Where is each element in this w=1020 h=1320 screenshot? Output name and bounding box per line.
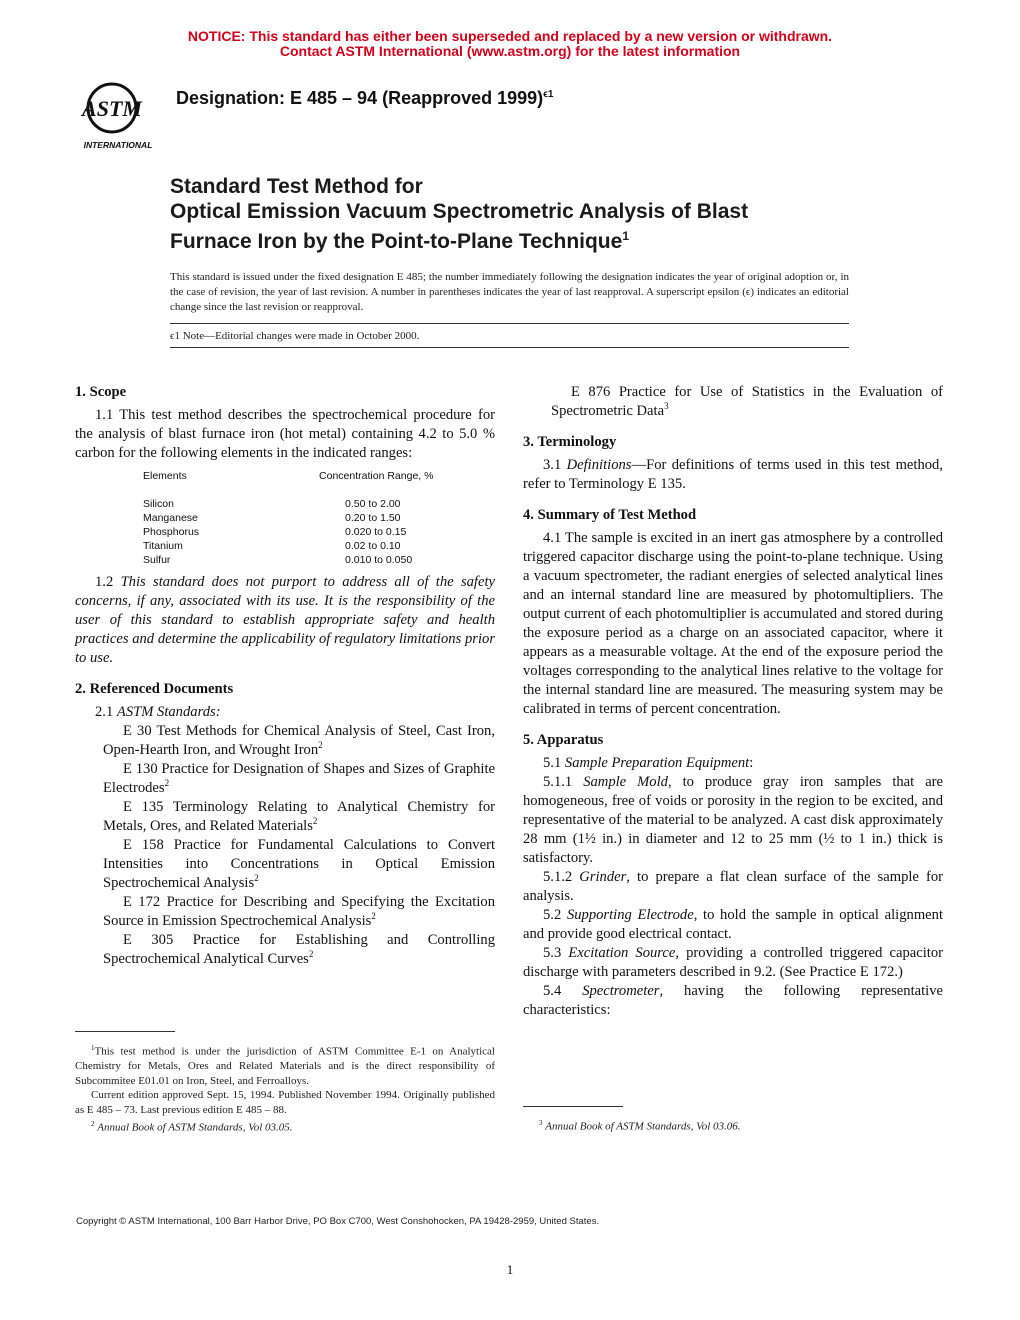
table-cell: 0.50 to 2.00 xyxy=(345,498,401,510)
divider-bottom xyxy=(170,347,849,348)
reference-text: E 305 Practice for Establishing and Controlling Spectrochemical Analytical Curves xyxy=(103,932,495,967)
table-row xyxy=(143,511,433,525)
footnote-3-text: Annual Book of ASTM Standards, Vol 03.06. xyxy=(545,1120,741,1133)
table-header: Elements xyxy=(143,470,187,482)
table-cell: Manganese xyxy=(143,512,198,524)
table-header: Concentration Range, % xyxy=(319,470,434,482)
issued-note: This standard is issued under the fixed designation E 485; the number immediately following the designation indicates the year of original adoption or, in the case of revision, the year of last revision. A number in parentheses indicates the year of last reapproval. A superscript epsilon (ϵ) indicates an editorial change since the last revision or reapproval. xyxy=(170,271,849,313)
apparatus-number: 5.1 xyxy=(543,755,562,771)
footnote-2-sup: 2 xyxy=(91,1120,95,1129)
footnotes-right xyxy=(523,1116,943,1134)
document-title xyxy=(170,174,870,254)
reference-text: E 158 Practice for Fundamental Calculations to Convert Intensities into Concentrations in Optical Emission Spectrochemical Analysis xyxy=(103,837,495,891)
table-row xyxy=(143,553,433,567)
terminology-text: —For definitions of terms used in this test method, refer to Terminology E 135. xyxy=(523,457,943,492)
footnote-rule-right xyxy=(523,1106,623,1107)
notice-line-1: NOTICE: This standard has either been superseded and replaced by a new version or withdrawn. xyxy=(187,28,833,44)
reference-item xyxy=(75,722,495,760)
reference-item xyxy=(75,931,495,969)
apparatus-item xyxy=(523,982,943,1020)
footnote-1 xyxy=(75,1041,495,1088)
table-cell: 0.010 to 0.050 xyxy=(345,554,413,566)
table-cell: 0.20 to 1.50 xyxy=(345,512,401,524)
scope-p2-text: This standard does not purport to address all of the safety concerns, if any, associated with its use. It is the responsibility of the user of this standard to establish appropriate safety and health practices and determine the applicability of regulatory limitations prior to use. xyxy=(75,574,495,666)
designation-sup: ϵ1 xyxy=(543,89,554,100)
reference-sup: 2 xyxy=(164,778,170,789)
apparatus-term: Spectrometer xyxy=(582,983,660,999)
apparatus-heading: 5. Apparatus xyxy=(523,732,604,748)
right-column xyxy=(523,383,943,1020)
table-cell: Titanium xyxy=(143,540,183,552)
reference-text: E 30 Test Methods for Chemical Analysis of Steel, Cast Iron, Open-Hearth Iron, and Wrought Iron xyxy=(103,723,495,758)
apparatus-text: , providing a controlled triggered capacitor discharge with parameters described in 9.2. (See Practice E 172.) xyxy=(523,945,943,980)
reference-text: E 135 Terminology Relating to Analytical Chemistry for Metals, Ores, and Related Materials xyxy=(103,799,495,834)
referenced-sub-number: 2.1 xyxy=(95,704,114,720)
elements-table xyxy=(143,469,433,567)
reference-sup: 2 xyxy=(308,949,314,960)
apparatus-item xyxy=(523,944,943,982)
apparatus-term: Sample Mold xyxy=(583,774,668,790)
table-spacer xyxy=(143,483,199,497)
reference-item xyxy=(75,798,495,836)
apparatus-item xyxy=(523,868,943,906)
terminology-paragraph xyxy=(523,456,943,494)
apparatus-text: , to hold the sample in optical alignment and provide good electrical contact. xyxy=(523,907,944,942)
scope-paragraph-1: 1.1 This test method describes the spectrochemical procedure for the analysis of blast furnace iron (hot metal) containing 4.2 to 5.0 % carbon for the following elements in the indicated ranges: xyxy=(75,407,495,461)
logo-subtext: INTERNATIONAL xyxy=(83,140,153,150)
apparatus-text: : xyxy=(749,755,754,771)
apparatus-number: 5.1.2 xyxy=(543,869,573,885)
reference-text: E 130 Practice for Designation of Shapes and Sizes of Graphite Electrodes xyxy=(103,761,495,796)
scope-paragraph-2 xyxy=(75,573,495,668)
table-row xyxy=(143,497,433,511)
footnote-2 xyxy=(75,1117,495,1135)
table-row xyxy=(143,525,433,539)
editorial-note: ϵ1 Note—Editorial changes were made in October 2000. xyxy=(170,330,420,342)
summary-paragraph: 4.1 The sample is excited in an inert gas atmosphere by a controlled triggered capacitor discharge using the point-to-plane technique. Using a vacuum spectrometer, the radiant energies of selected analytical lines and an internal standard line are measured by photomultipliers. The output current of each photomultiplier is accumulated and stored during the exposure period as a charge on an associated capacitor, where it appears as a measurable voltage. At the end of the exposure period the voltages corresponding to the analytical lines relative to the voltage for the internal standard line are measured. The measuring system may be calibrated in terms of percent concentration. xyxy=(523,530,943,717)
scope-p2-number: 1.2 xyxy=(95,574,114,590)
terminology-number: 3.1 xyxy=(543,457,562,473)
footnote-1-text: This test method is under the jurisdiction of ASTM Committee E-1 on Analytical Chemistry for Metals, Ores and Related Materials and is the direct responsibility of Subcommitee E01.01 on Iron, Steel, and Ferroalloys. xyxy=(75,1045,495,1087)
copyright: Copyright © ASTM International, 100 Barr Harbor Drive, PO Box C700, West Conshohocken, PA 19428-2959, United States. xyxy=(76,1216,600,1227)
apparatus-number: 5.4 xyxy=(543,983,562,999)
apparatus-term: Excitation Source xyxy=(568,945,676,961)
astm-logo xyxy=(68,78,164,150)
footnote-1b: Current edition approved Sept. 15, 1994. Published November 1994. Originally published as E 485 – 73. Last previous edition E 485 – 88. xyxy=(75,1089,495,1116)
table-cell: 0.02 to 0.10 xyxy=(345,540,401,552)
reference-sup: 2 xyxy=(254,873,259,884)
title-line-1: Standard Test Method for xyxy=(170,175,423,198)
scope-heading: 1. Scope xyxy=(75,384,127,400)
reference-sup: 2 xyxy=(318,740,323,751)
table-header-row xyxy=(143,469,433,483)
apparatus-text: , having the following representative characteristics: xyxy=(523,983,943,1018)
terminology-heading: 3. Terminology xyxy=(523,434,617,450)
page-number: 1 xyxy=(506,1262,514,1277)
apparatus-text: , to produce gray iron samples that are homogeneous, free of voids or porosity in the region to be excited, and representative of the material to be analyzed. A cast disk approximately 28 mm (1½ in.) in diameter and 12 to 25 mm (½ to 1 in.) thick is satisfactory. xyxy=(523,774,944,866)
logo-text: ASTM xyxy=(82,96,142,121)
apparatus-term: Sample Preparation Equipment xyxy=(564,755,750,771)
table-row xyxy=(143,539,433,553)
apparatus-term: Grinder xyxy=(579,869,627,885)
apparatus-number: 5.2 xyxy=(543,907,562,923)
reference-sup: 2 xyxy=(371,911,376,922)
footnote-1-sup: 1 xyxy=(91,1044,95,1052)
footnote-2-text: Annual Book of ASTM Standards, Vol 03.05. xyxy=(97,1121,293,1134)
apparatus-number: 5.3 xyxy=(543,945,562,961)
divider-top xyxy=(170,323,849,324)
apparatus-item xyxy=(523,906,943,944)
footnote-rule-left xyxy=(75,1031,175,1032)
apparatus-text: , to prepare a flat clean surface of the sample for analysis. xyxy=(523,869,943,904)
footnote-3-sup: 3 xyxy=(539,1119,543,1127)
table-cell: Phosphorus xyxy=(143,526,200,538)
table-cell: Silicon xyxy=(143,498,174,510)
apparatus-number: 5.1.1 xyxy=(543,774,573,790)
table-cell: Sulfur xyxy=(143,554,171,566)
reference-sup: 2 xyxy=(312,816,318,827)
summary-heading: 4. Summary of Test Method xyxy=(523,507,697,523)
footnote-3 xyxy=(523,1116,943,1134)
referenced-subheading xyxy=(75,703,495,722)
title-sup: 1 xyxy=(622,229,629,243)
reference-item xyxy=(75,836,495,893)
reference-text: E 172 Practice for Describing and Specifying the Excitation Source in Emission Spectrochemical Analysis xyxy=(103,894,495,929)
designation-text: Designation: E 485 – 94 (Reapproved 1999) xyxy=(176,88,544,108)
footnotes-left xyxy=(75,1041,495,1135)
reference-text: E 876 Practice for Use of Statistics in the Evaluation of Spectrometric Data xyxy=(551,384,943,419)
apparatus-term: Supporting Electrode xyxy=(566,907,694,923)
reference-item xyxy=(75,760,495,798)
apparatus-item xyxy=(523,773,943,868)
title-line-3-text: Furnace Iron by the Point-to-Plane Technique xyxy=(170,230,623,253)
astm-logo-icon xyxy=(68,78,164,150)
reference-item xyxy=(523,383,943,421)
reference-sup: 3 xyxy=(664,401,669,412)
reference-item xyxy=(75,893,495,931)
referenced-sub-label: ASTM Standards: xyxy=(116,704,221,720)
designation xyxy=(176,88,554,109)
left-column xyxy=(75,383,495,969)
title-line-3 xyxy=(170,224,870,254)
table-cell: 0.020 to 0.15 xyxy=(345,526,407,538)
apparatus-item xyxy=(523,754,943,773)
title-line-2: Optical Emission Vacuum Spectrometric Analysis of Blast xyxy=(170,200,749,223)
referenced-heading: 2. Referenced Documents xyxy=(75,681,234,697)
notice-line-2: Contact ASTM International (www.astm.org) for the latest information xyxy=(279,43,741,59)
terminology-term: Definitions xyxy=(566,457,632,473)
